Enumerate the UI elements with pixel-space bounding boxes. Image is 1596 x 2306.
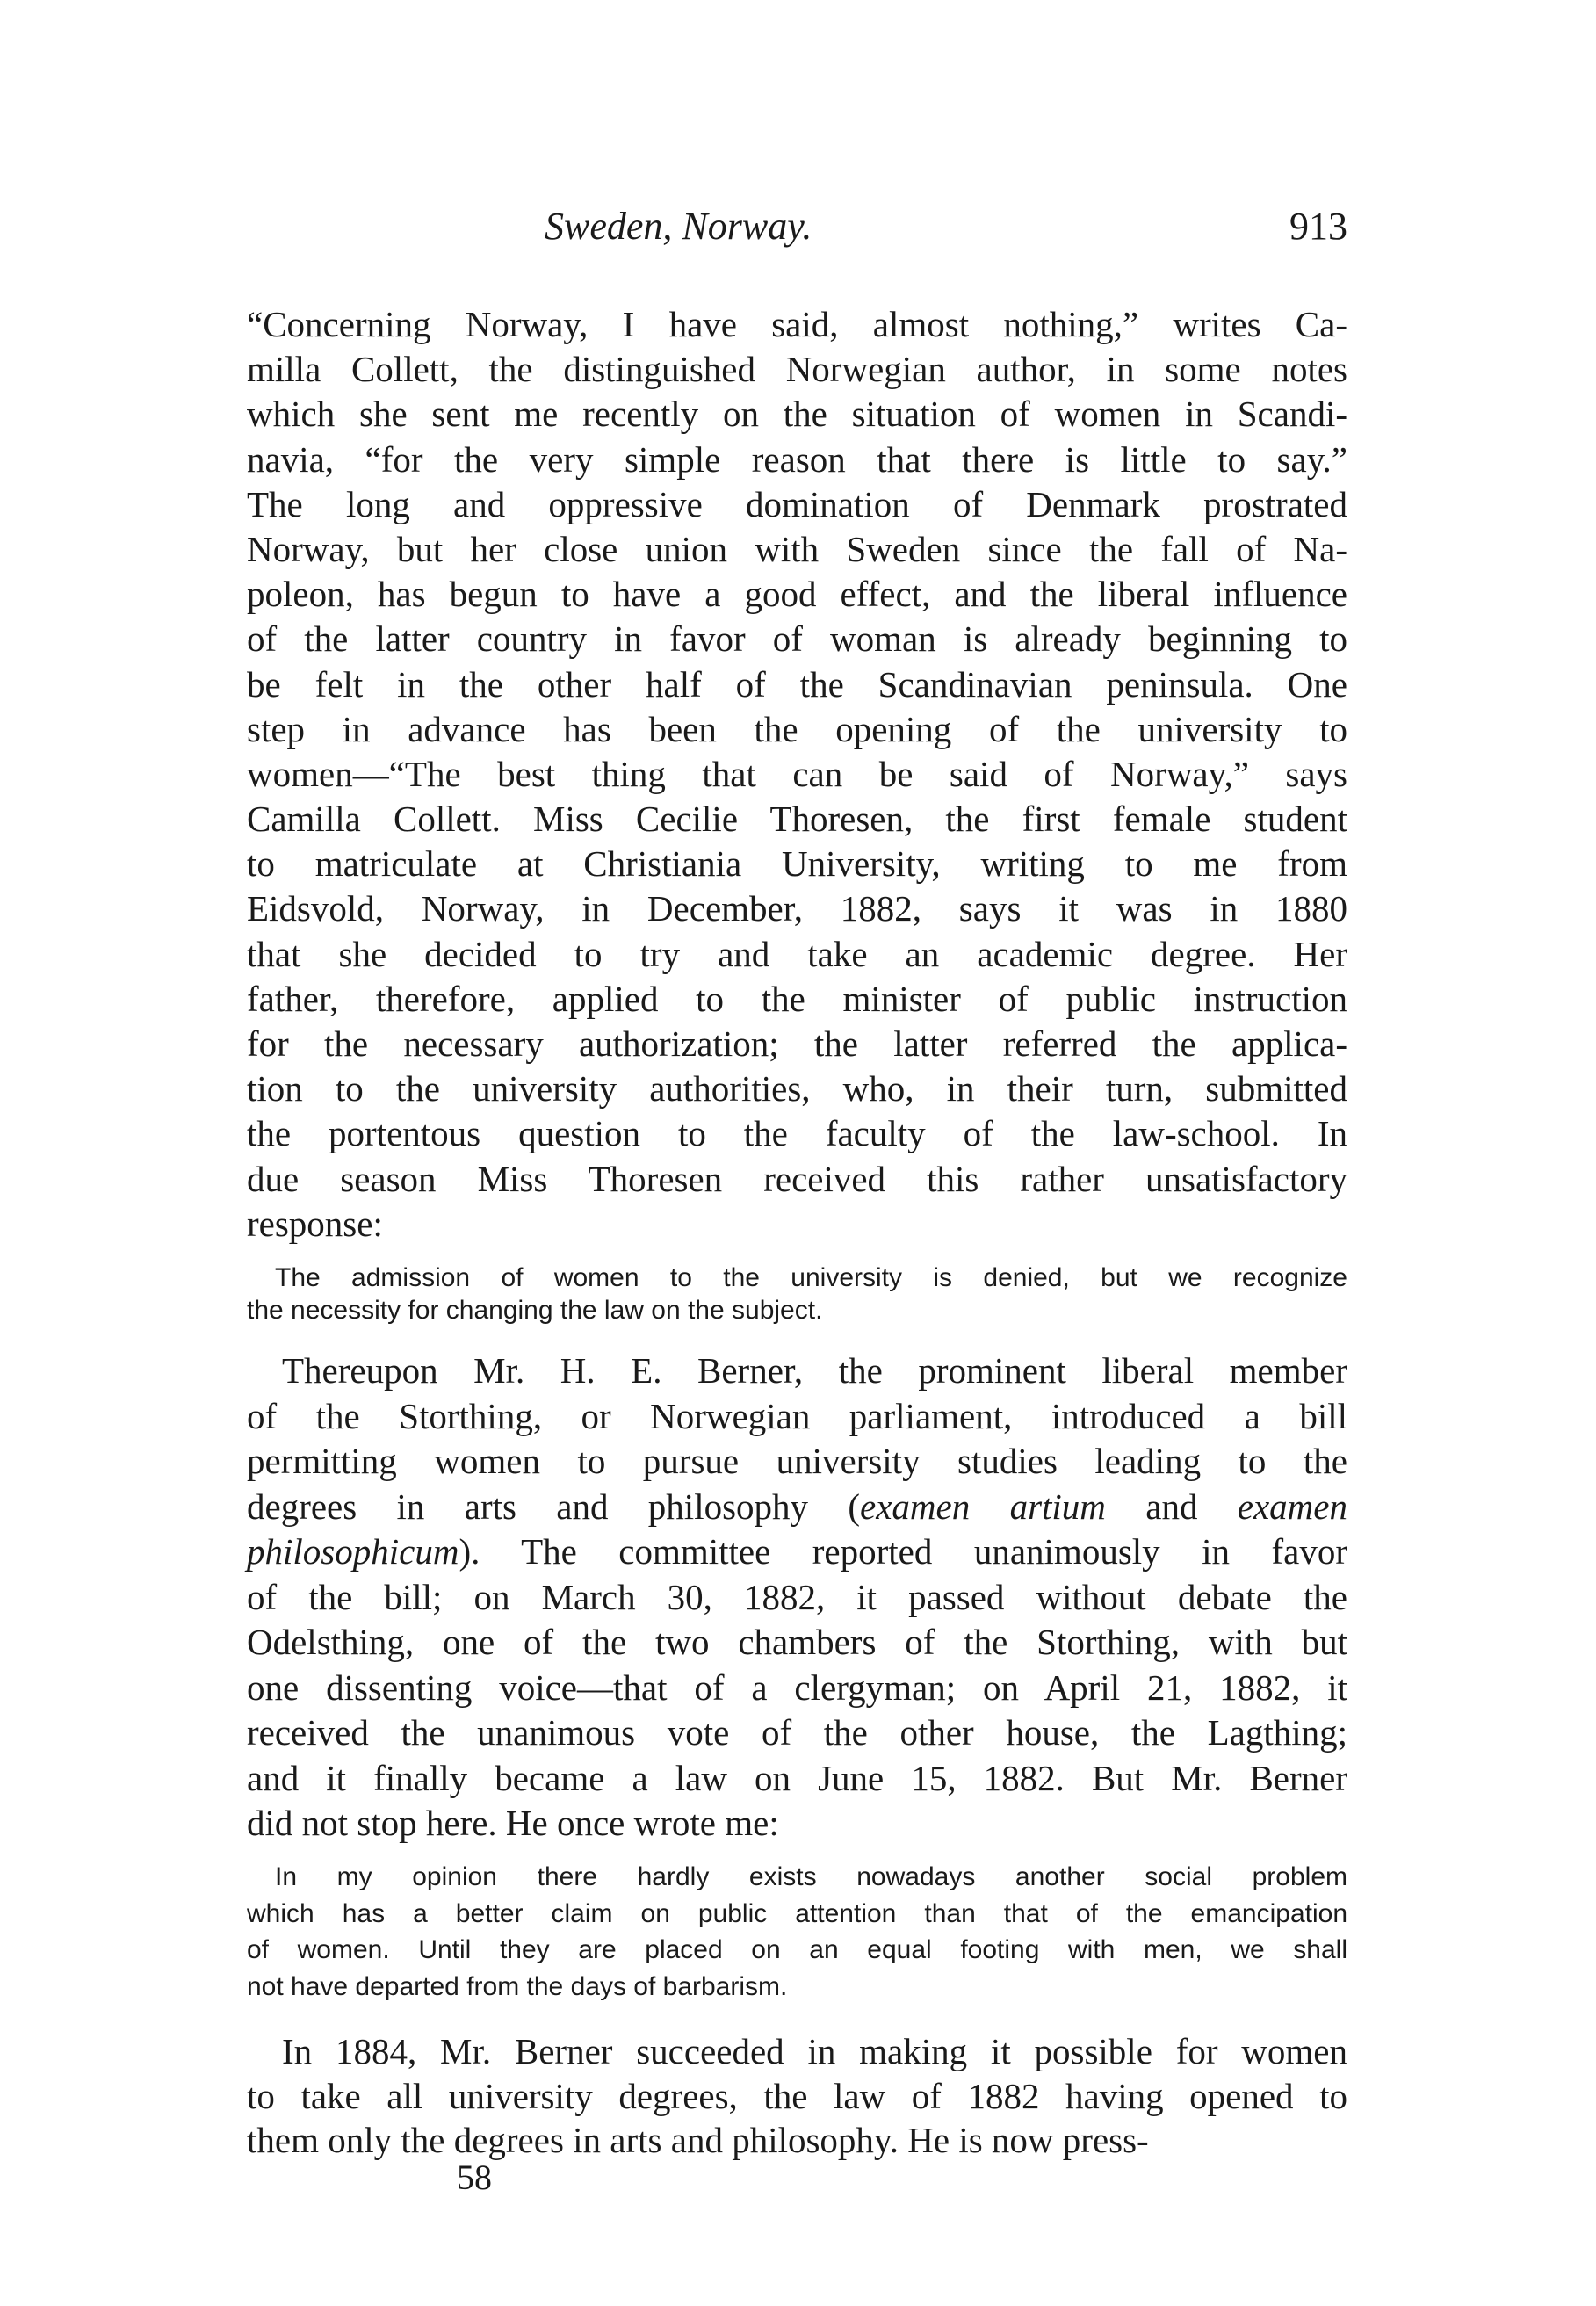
- text-line: [247, 1932, 1347, 1969]
- italic-text: examen artium: [860, 1486, 1106, 1527]
- text-segment: navia, “for the very simple reason that there is little to say.”: [247, 438, 1347, 480]
- text-line: [247, 302, 1347, 347]
- text-segment: be felt in the other half of the Scandinavian peninsula. One: [247, 663, 1347, 705]
- text-line: [247, 1485, 1347, 1530]
- text-line: [247, 1969, 1347, 2006]
- text-segment: them only the degrees in arts and philosophy. He is now press-: [247, 2120, 1149, 2160]
- text-line: [247, 707, 1347, 752]
- text-line: [247, 1066, 1347, 1111]
- text-line: [247, 1261, 1347, 1294]
- text-segment: due season Miss Thoresen received this rather unsatisfactory: [247, 1158, 1347, 1199]
- text-line: [247, 1575, 1347, 1621]
- block-quote-1: [247, 1261, 1347, 1326]
- text-segment: one dissenting voice—that of a clergyman; on April 21, 1882, it: [247, 1666, 1347, 1708]
- text-line: [247, 797, 1347, 842]
- text-segment: to take all university degrees, the law of 1882 having opened to: [247, 2075, 1347, 2116]
- text-segment: to matriculate at Christiania University, writing to me from: [247, 843, 1347, 885]
- text-line: [247, 1111, 1347, 1156]
- text-segment: and: [1105, 1486, 1238, 1527]
- text-segment: which has a better claim on public attention than that of the emancipation: [247, 1898, 1347, 1928]
- text-segment: permitting women to pursue university studies leading to the: [247, 1441, 1347, 1481]
- paragraph-2: [247, 1348, 1347, 1847]
- text-segment: of the latter country in favor of woman is already beginning to: [247, 618, 1347, 660]
- text-segment: women—“The best thing that can be said of Norway,” says: [247, 753, 1347, 794]
- text-segment: The long and oppressive domination of Denmark prostrated: [247, 483, 1347, 524]
- text-line: [247, 752, 1347, 797]
- text-segment: response:: [247, 1203, 383, 1244]
- text-segment: father, therefore, applied to the minister of public instruction: [247, 978, 1347, 1019]
- text-segment: Eidsvold, Norway, in December, 1882, says it was in 1880: [247, 888, 1347, 929]
- text-line: [247, 1022, 1347, 1066]
- text-segment: did not stop here. He once wrote me:: [247, 1803, 779, 1843]
- text-segment: “Concerning Norway, I have said, almost nothing,” writes Ca-: [247, 304, 1347, 344]
- text-segment: In my opinion there hardly exists nowadays another social problem: [275, 1862, 1347, 1891]
- text-line: [247, 527, 1347, 572]
- text-segment: received the unanimous vote of the other house, the Lagthing;: [247, 1712, 1347, 1753]
- text-line: [247, 1710, 1347, 1756]
- text-line: [247, 1294, 1347, 1326]
- text-segment: tion to the university authorities, who, in their turn, submitted: [247, 1068, 1347, 1110]
- text-segment: The admission of women to the university is denied, but we recognize: [275, 1263, 1347, 1292]
- text-segment: of the Storthing, or Norwegian parliament, introduced a bill: [247, 1395, 1347, 1436]
- text-line: [247, 1394, 1347, 1440]
- text-line: [247, 2074, 1347, 2119]
- text-line: [247, 1801, 1347, 1847]
- running-title: Sweden, Norway.: [545, 205, 812, 248]
- text-line: [247, 662, 1347, 707]
- text-line: [247, 1439, 1347, 1485]
- italic-text: examen: [1237, 1486, 1347, 1527]
- text-line: [247, 1859, 1347, 1896]
- text-segment: for the necessary authorization; the latter referred the applica-: [247, 1023, 1347, 1064]
- text-segment: which she sent me recently on the situation of women in Scandi-: [247, 394, 1347, 435]
- text-segment: Odelsthing, one of the two chambers of the Storthing, with but: [247, 1622, 1347, 1662]
- text-line: [247, 572, 1347, 617]
- text-line: [247, 1157, 1347, 1202]
- page-number: 913: [1289, 205, 1347, 248]
- text-segment: degrees in arts and philosophy (: [247, 1486, 861, 1527]
- text-segment: and it finally became a law on June 15, 1882. But Mr. Berner: [247, 1757, 1347, 1798]
- text-line: [247, 617, 1347, 661]
- text-line: [247, 1620, 1347, 1666]
- text-segment: Norway, but her close union with Sweden since the fall of Na-: [247, 528, 1347, 569]
- text-segment: of women. Until they are placed on an equal footing with men, we shall: [247, 1935, 1347, 1965]
- text-line: [247, 2118, 1347, 2163]
- text-segment: step in advance has been the opening of the university to: [247, 708, 1347, 749]
- text-segment: that she decided to try and take an academic degree. Her: [247, 933, 1347, 974]
- text-segment: ). The committee reported unanimously in favor: [459, 1531, 1347, 1572]
- text-line: [247, 842, 1347, 886]
- text-line: [247, 1896, 1347, 1933]
- text-line: [247, 437, 1347, 482]
- text-line: [247, 1666, 1347, 1711]
- text-line: [247, 977, 1347, 1022]
- text-line: [247, 1529, 1347, 1575]
- text-line: [247, 482, 1347, 527]
- text-segment: of the bill; on March 30, 1882, it passed without debate the: [247, 1576, 1347, 1617]
- text-segment: not have departed from the days of barbarism.: [247, 1972, 788, 2002]
- text-line: [247, 2029, 1347, 2074]
- italic-text: philosophicum: [247, 1531, 459, 1572]
- text-line: [247, 347, 1347, 392]
- text-segment: Camilla Collett. Miss Cecilie Thoresen, the first female student: [247, 799, 1347, 840]
- signature-mark: 58: [457, 2158, 492, 2197]
- paragraph-1: [247, 302, 1347, 1247]
- text-segment: the necessity for changing the law on the subject.: [247, 1296, 823, 1325]
- text-line: [247, 1202, 1347, 1247]
- text-line: [247, 886, 1347, 931]
- text-line: [247, 932, 1347, 977]
- text-line: [247, 1756, 1347, 1802]
- text-segment: poleon, has begun to have a good effect, and the liberal influence: [247, 574, 1347, 615]
- text-segment: In 1884, Mr. Berner succeeded in making it possible for women: [282, 2031, 1347, 2071]
- text-line: [247, 392, 1347, 437]
- text-segment: the portentous question to the faculty of the law-school. In: [247, 1113, 1347, 1154]
- text-segment: Thereupon Mr. H. E. Berner, the prominent liberal member: [282, 1350, 1347, 1391]
- block-quote-2: [247, 1859, 1347, 2006]
- text-line: [247, 1348, 1347, 1394]
- text-segment: milla Collett, the distinguished Norwegian author, in some notes: [247, 349, 1347, 390]
- paragraph-3: [247, 2029, 1347, 2163]
